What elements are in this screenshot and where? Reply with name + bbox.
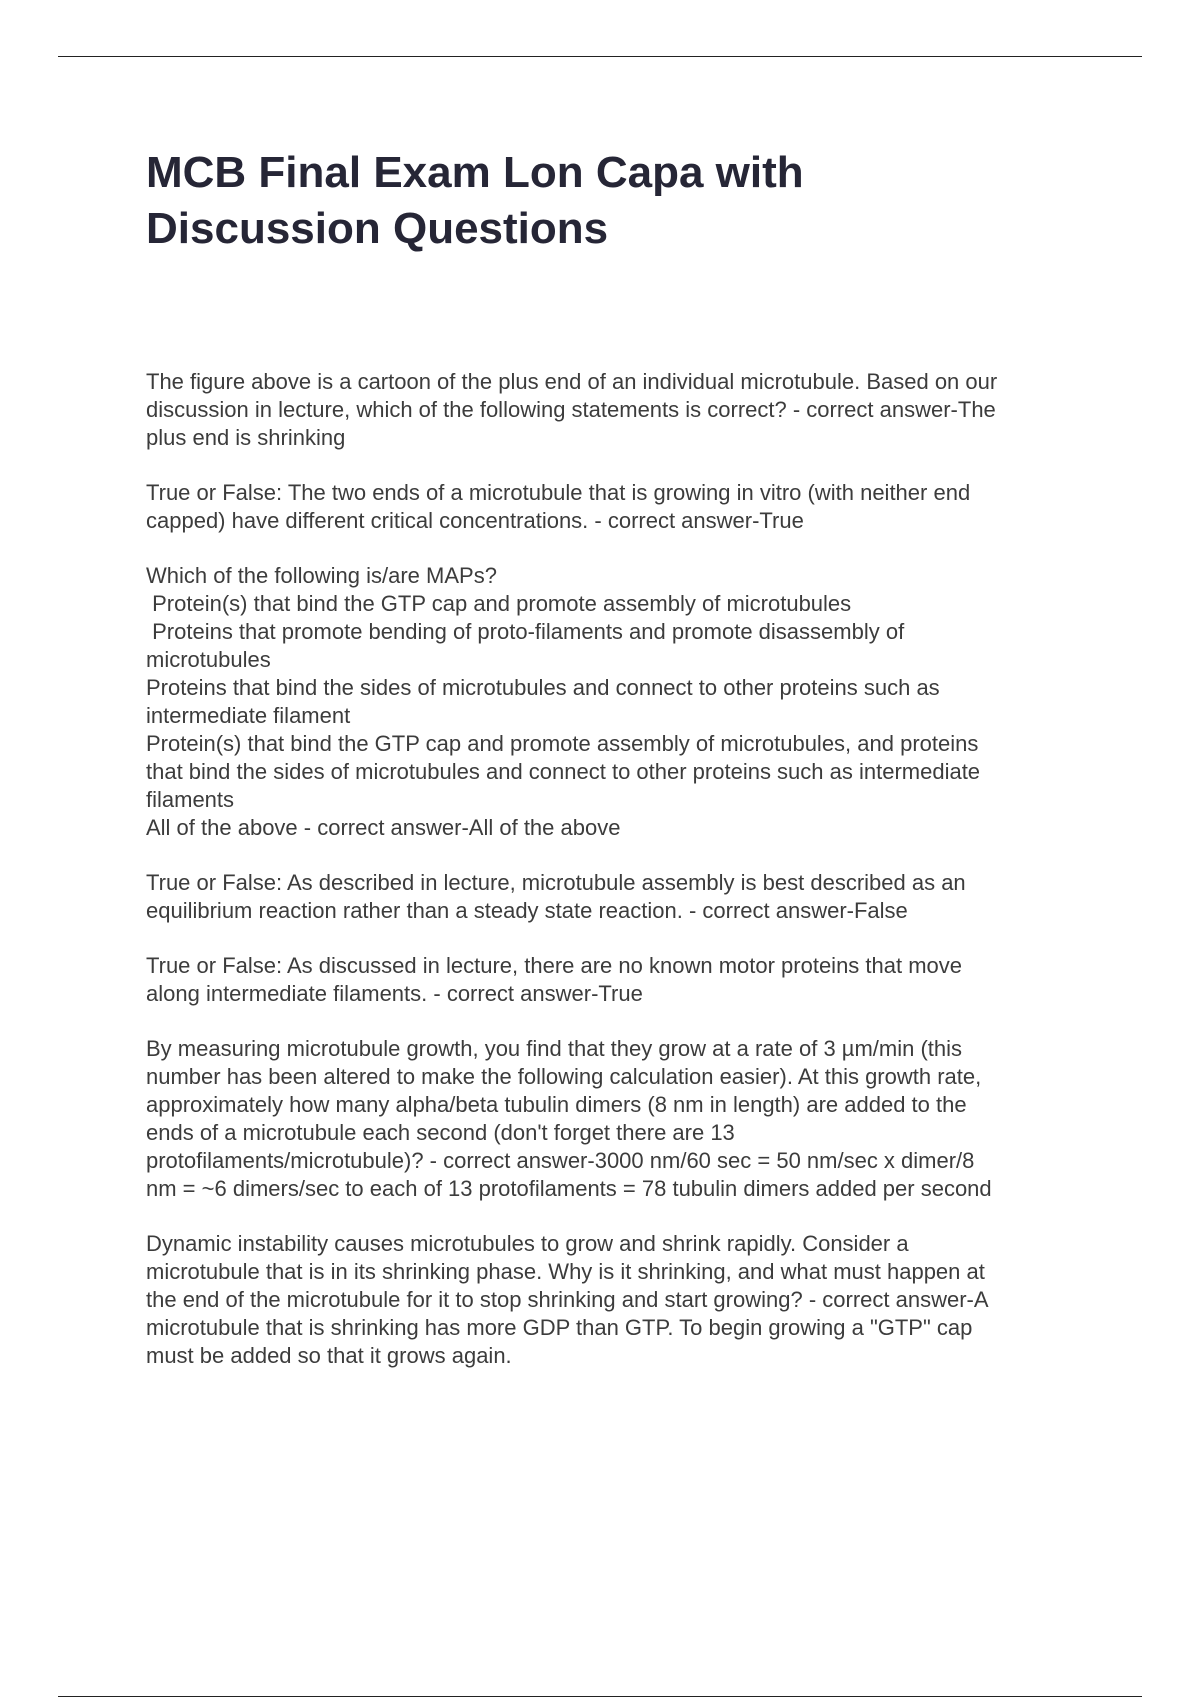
question-answer-list	[146, 368, 1086, 1397]
text-line: Dynamic instability causes microtubules to grow and shrink rapidly. Consider a	[146, 1231, 909, 1256]
text-line: Protein(s) that bind the GTP cap and promote assembly of microtubules	[146, 591, 852, 616]
text-line: discussion in lecture, which of the following statements is correct? - correct answer-The	[146, 397, 996, 422]
text-line: Proteins that bind the sides of microtubules and connect to other proteins such as	[146, 675, 940, 700]
text-line: True or False: As discussed in lecture, there are no known motor proteins that move	[146, 953, 963, 978]
text-line: the end of the microtubule for it to stop shrinking and start growing? - correct answer-A	[146, 1287, 989, 1312]
text-line: number has been altered to make the following calculation easier). At this growth rate,	[146, 1064, 982, 1089]
text-line: microtubule that is shrinking has more GDP than GTP. To begin growing a "GTP" cap	[146, 1315, 973, 1340]
title-line-1: MCB Final Exam Lon Capa with	[146, 148, 804, 197]
title-line-2: Discussion Questions	[146, 204, 609, 253]
text-line: Which of the following is/are MAPs?	[146, 563, 497, 588]
text-line: The figure above is a cartoon of the plus end of an individual microtubule. Based on our	[146, 369, 998, 394]
text-line: microtubules	[146, 647, 271, 672]
text-line: nm = ~6 dimers/sec to each of 13 protofilaments = 78 tubulin dimers added per second	[146, 1176, 992, 1201]
text-line: True or False: As described in lecture, microtubule assembly is best described as an	[146, 870, 966, 895]
qa-block-6	[146, 1035, 1086, 1203]
text-line: ends of a microtubule each second (don't forget there are 13	[146, 1120, 735, 1145]
text-line: Protein(s) that bind the GTP cap and promote assembly of microtubules, and proteins	[146, 731, 979, 756]
top-rule	[58, 56, 1142, 57]
text-line: equilibrium reaction rather than a steady state reaction. - correct answer-False	[146, 898, 908, 923]
bottom-rule	[58, 1696, 1142, 1697]
text-line: must be added so that it grows again.	[146, 1343, 512, 1368]
text-line: capped) have different critical concentrations. - correct answer-True	[146, 508, 804, 533]
qa-block-4	[146, 869, 1086, 925]
qa-block-5	[146, 952, 1086, 1008]
text-line: along intermediate filaments. - correct answer-True	[146, 981, 643, 1006]
text-line: plus end is shrinking	[146, 425, 346, 450]
document-title	[146, 145, 1126, 257]
text-line: True or False: The two ends of a microtubule that is growing in vitro (with neither end	[146, 480, 971, 505]
qa-block-1	[146, 368, 1086, 452]
text-line: All of the above - correct answer-All of the above	[146, 815, 621, 840]
text-line: approximately how many alpha/beta tubulin dimers (8 nm in length) are added to the	[146, 1092, 967, 1117]
qa-block-2	[146, 479, 1086, 535]
text-line: protofilaments/microtubule)? - correct answer-3000 nm/60 sec = 50 nm/sec x dimer/8	[146, 1148, 975, 1173]
qa-block-7	[146, 1230, 1086, 1370]
qa-block-3	[146, 562, 1086, 842]
text-line: Proteins that promote bending of proto-filaments and promote disassembly of	[146, 619, 905, 644]
text-line: microtubule that is in its shrinking phase. Why is it shrinking, and what must happen at	[146, 1259, 985, 1284]
text-line: By measuring microtubule growth, you find that they grow at a rate of 3 µm/min (this	[146, 1036, 963, 1061]
text-line: filaments	[146, 787, 235, 812]
text-line: intermediate filament	[146, 703, 351, 728]
text-line: that bind the sides of microtubules and connect to other proteins such as intermediate	[146, 759, 981, 784]
